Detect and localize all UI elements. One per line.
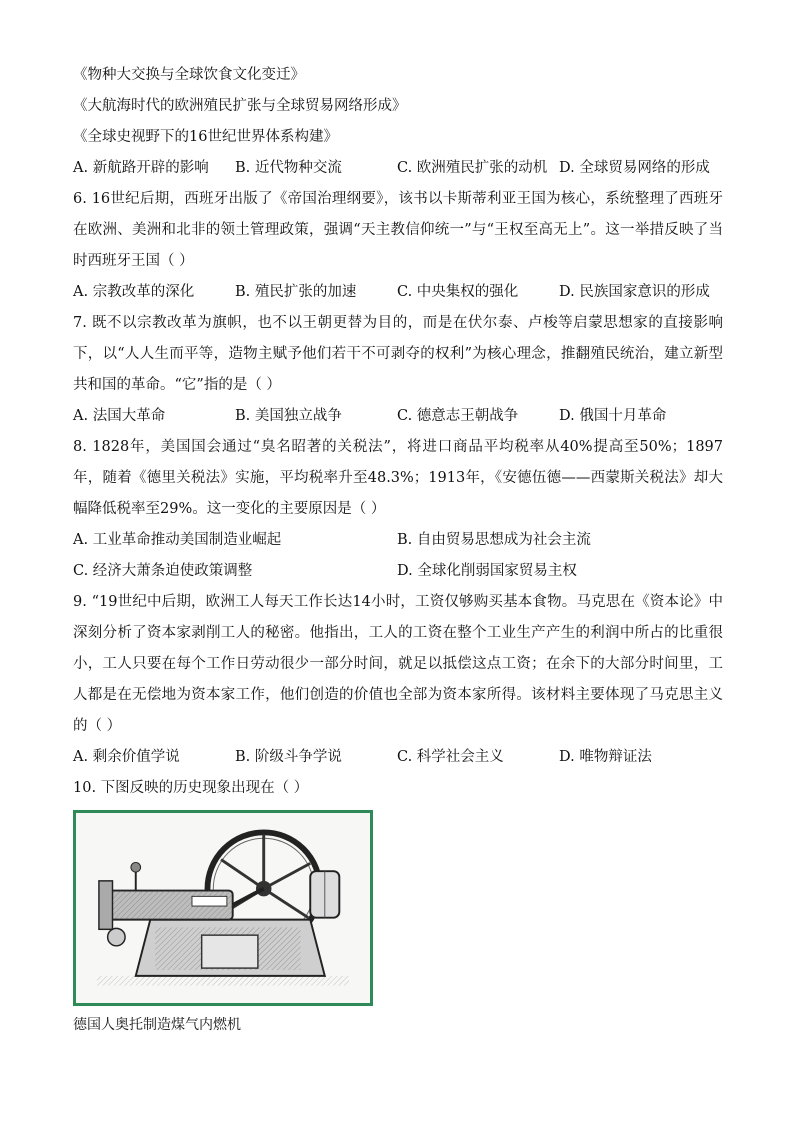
q7-option-b[interactable]: B. 美国独立战争 [235, 408, 342, 424]
q6-option-d[interactable]: D. 民族国家意识的形成 [559, 284, 710, 300]
q7-option-a[interactable]: A. 法国大革命 [73, 408, 166, 424]
q9-option-d[interactable]: D. 唯物辩证法 [559, 749, 652, 765]
exam-page [73, 60, 723, 1038]
q6-option-a[interactable]: A. 宗教改革的深化 [73, 284, 195, 300]
q9-option-a[interactable]: A. 剩余价值学说 [73, 749, 180, 765]
q8-option-c[interactable]: C. 经济大萧条迫使政策调整 [73, 563, 253, 579]
figure-caption: 德国人奥托制造煤气内燃机 [73, 1017, 241, 1033]
q6-option-c[interactable]: C. 中央集权的强化 [397, 284, 519, 300]
q8-stem: 8. 1828年，美国国会通过“臭名昭著的关税法”，将进口商品平均税率从40%提高至50%；1897年，随着《德里关税法》实施，平均税率升至48.3%；1913年，《安德伍德——西蒙斯关税法》却大幅降低税率至29%。这一变化的主要原因是（ ） [73, 439, 723, 517]
q9-options [73, 742, 723, 773]
q5-option-b[interactable]: B. 近代物种交流 [235, 160, 342, 176]
q6-stem: 6. 16世纪后期，西班牙出版了《帝国治理纲要》，该书以卡斯蒂利亚王国为核心，系统整理了西班牙在欧洲、美洲和北非的领土管理政策，强调“天主教信仰统一”与“王权至高无上”。这一举措反映了当时西班牙王国（ ） [73, 191, 723, 269]
q6-options [73, 277, 723, 308]
gas-engine-drawing [76, 813, 370, 1003]
q9-option-b[interactable]: B. 阶级斗争学说 [235, 749, 342, 765]
q9-stem: 9. “19世纪中后期，欧洲工人每天工作长达14小时，工资仅够购买基本食物。马克思在《资本论》中深刻分析了资本家剥削工人的秘密。他指出，工人的工资在整个工业生产产生的利润中所占的比重很小，工人只要在每个工作日劳动很少一部分时间，就足以抵偿这点工资；在余下的大部分时间里，工人都是在无偿地为资本家工作，他们创造的价值也全部为资本家所得。该材料主要体现了马克思主义的（ ） [73, 594, 723, 734]
q8-option-a[interactable]: A. 工业革命推动美国制造业崛起 [73, 532, 282, 548]
engine-illustration [73, 810, 373, 1006]
q6-option-b[interactable]: B. 殖民扩张的加速 [235, 284, 357, 300]
q7-option-c[interactable]: C. 德意志王朝战争 [397, 408, 519, 424]
q8-option-b[interactable]: B. 自由贸易思想成为社会主流 [397, 532, 591, 548]
q5-option-a[interactable]: A. 新航路开辟的影响 [73, 160, 209, 176]
q10-stem: 10. 下图反映的历史现象出现在（ ） [73, 780, 309, 796]
q8-options-row-2 [73, 556, 723, 587]
q7-option-d[interactable]: D. 俄国十月革命 [559, 408, 667, 424]
q8-options-row-1 [73, 525, 723, 556]
q5-options [73, 153, 723, 184]
q5-option-d[interactable]: D. 全球贸易网络的形成 [559, 160, 710, 176]
reading-title-1: 《物种大交换与全球饮食文化变迁》 [73, 67, 305, 83]
q7-options [73, 401, 723, 432]
q5-option-c[interactable]: C. 欧洲殖民扩张的动机 [397, 160, 548, 176]
q8-option-d[interactable]: D. 全球化削弱国家贸易主权 [397, 563, 577, 579]
reading-title-3: 《全球史视野下的16世纪世界体系构建》 [73, 129, 338, 145]
reading-title-2: 《大航海时代的欧洲殖民扩张与全球贸易网络形成》 [73, 98, 407, 114]
q9-option-c[interactable]: C. 科学社会主义 [397, 749, 504, 765]
q7-stem: 7. 既不以宗教改革为旗帜，也不以王朝更替为目的，而是在伏尔泰、卢梭等启蒙思想家的直接影响下，以“人人生而平等，造物主赋予他们若干不可剥夺的权利”为核心理念，推翻殖民统治，建立新型共和国的革命。“它”指的是（ ） [73, 315, 723, 393]
